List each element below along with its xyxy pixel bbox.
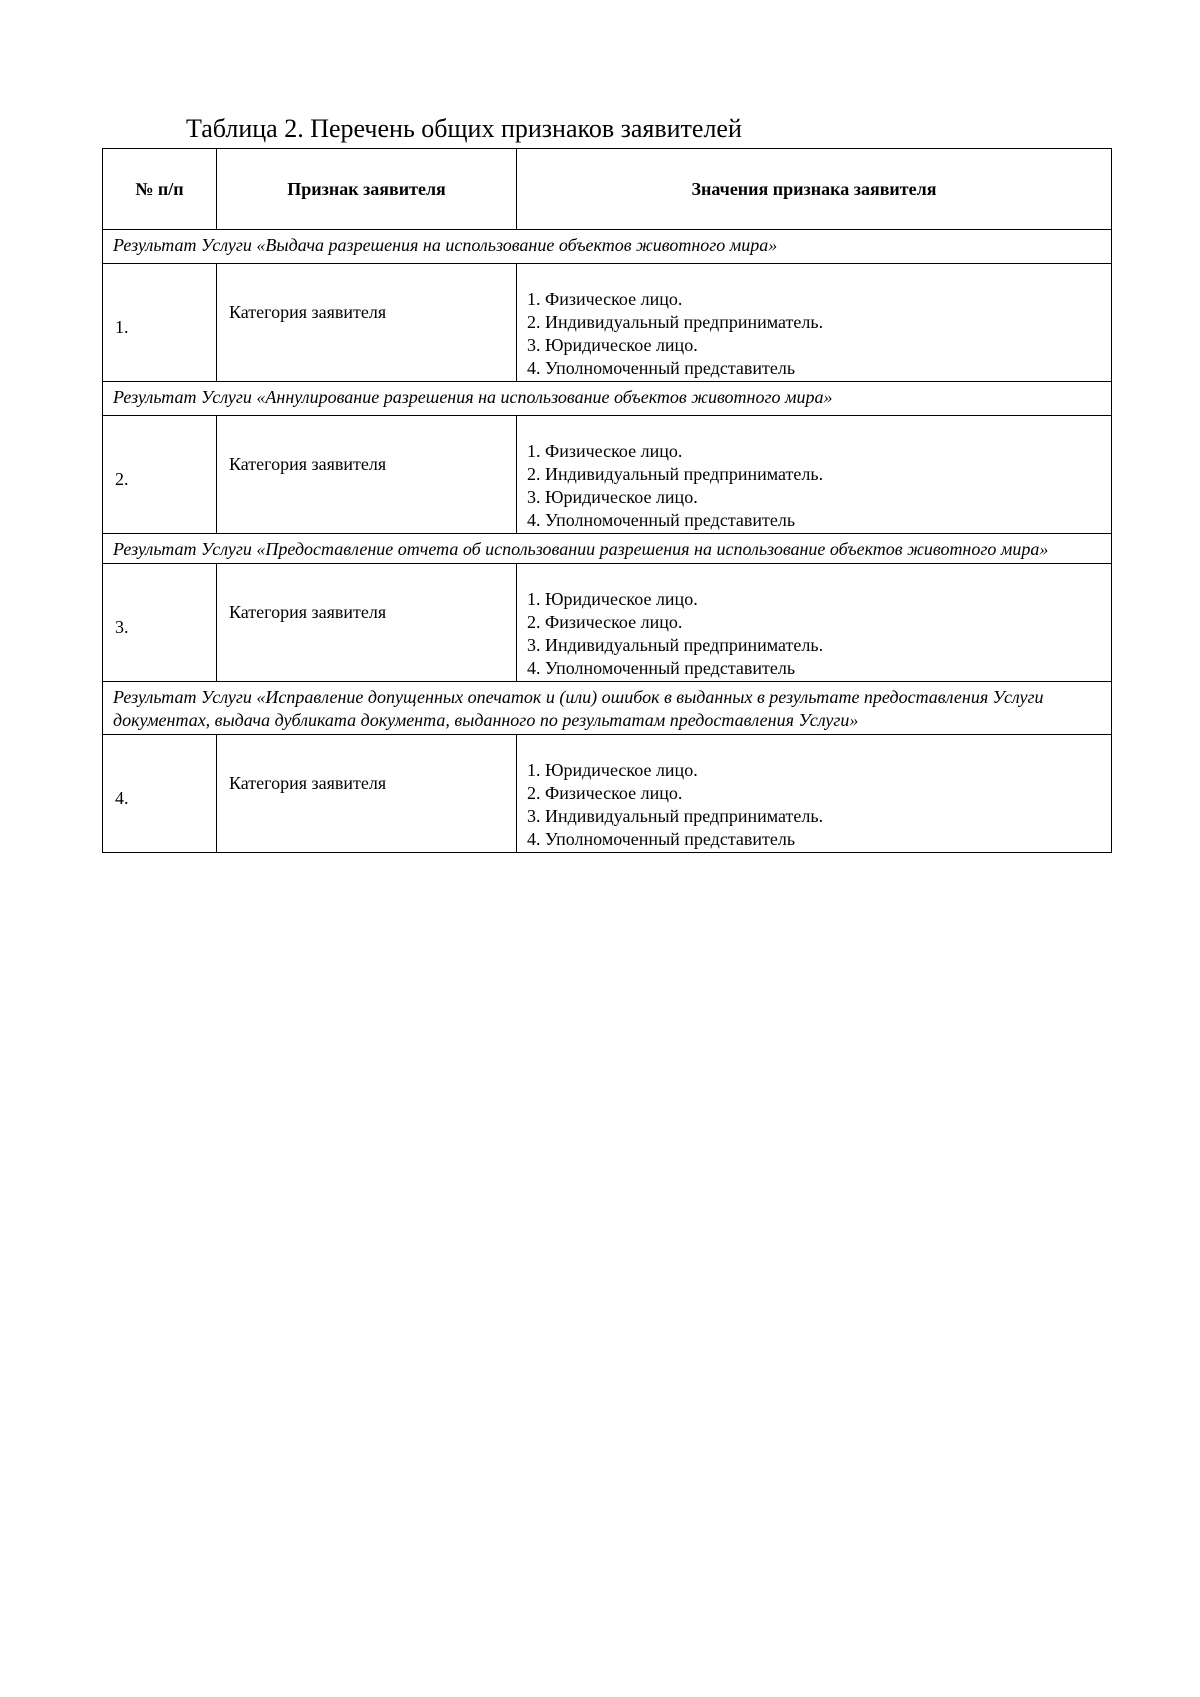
list-item: 2. Физическое лицо. — [527, 783, 683, 803]
list-item: 1. Юридическое лицо. — [527, 760, 698, 780]
result-title: Результат Услуги «Выдача разрешения на использование объектов животного мира» — [103, 230, 1112, 264]
attribute-cell — [217, 416, 517, 534]
table-row — [103, 564, 1112, 682]
list-item: 4. Уполномоченный представитель — [527, 829, 796, 849]
result-title: Результат Услуги «Аннулирование разрешения на использование объектов животного мира» — [103, 382, 1112, 416]
row-number: 4. — [115, 788, 129, 808]
list-item: 3. Индивидуальный предприниматель. — [527, 806, 824, 826]
values-list — [517, 564, 1111, 680]
attribute-cell — [217, 264, 517, 382]
list-item: 2. Индивидуальный предприниматель. — [527, 312, 824, 332]
row-number-cell — [103, 735, 217, 853]
attribute-cell — [217, 564, 517, 682]
row-number-cell — [103, 564, 217, 682]
values-list — [517, 264, 1111, 380]
list-item: 4. Уполномоченный представитель — [527, 510, 796, 530]
result-row — [103, 682, 1112, 735]
result-title: Результат Услуги «Предоставление отчета об использовании разрешения на использование объектов животного мира» — [103, 534, 1112, 564]
values-list — [517, 416, 1111, 532]
row-number: 2. — [115, 469, 129, 489]
attribute-label: Категория заявителя — [229, 773, 387, 793]
column-header-values: Значения признака заявителя — [517, 149, 1112, 230]
list-item: 1. Физическое лицо. — [527, 441, 683, 461]
list-item: 2. Индивидуальный предприниматель. — [527, 464, 824, 484]
attribute-label: Категория заявителя — [229, 602, 387, 622]
table-row — [103, 264, 1112, 382]
table-row — [103, 735, 1112, 853]
values-cell — [517, 564, 1112, 682]
result-row — [103, 534, 1112, 564]
row-number-cell — [103, 264, 217, 382]
values-cell — [517, 416, 1112, 534]
list-item: 3. Юридическое лицо. — [527, 487, 698, 507]
table-row — [103, 416, 1112, 534]
attribute-label: Категория заявителя — [229, 302, 387, 322]
result-row — [103, 230, 1112, 264]
list-item: 3. Индивидуальный предприниматель. — [527, 635, 824, 655]
row-number: 3. — [115, 617, 129, 637]
applicant-attributes-table — [102, 148, 1112, 853]
column-header-number: № п/п — [103, 149, 217, 230]
list-item: 1. Юридическое лицо. — [527, 589, 698, 609]
values-cell — [517, 735, 1112, 853]
attribute-cell — [217, 735, 517, 853]
values-list — [517, 735, 1111, 851]
row-number: 1. — [115, 317, 129, 337]
table-title: Таблица 2. Перечень общих признаков заявителей — [186, 114, 742, 143]
column-header-attribute: Признак заявителя — [217, 149, 517, 230]
attribute-label: Категория заявителя — [229, 454, 387, 474]
list-item: 2. Физическое лицо. — [527, 612, 683, 632]
list-item: 1. Физическое лицо. — [527, 289, 683, 309]
row-number-cell — [103, 416, 217, 534]
values-cell — [517, 264, 1112, 382]
table-header-row — [103, 149, 1112, 230]
list-item: 4. Уполномоченный представитель — [527, 358, 796, 378]
list-item: 4. Уполномоченный представитель — [527, 658, 796, 678]
result-title: Результат Услуги «Исправление допущенных опечаток и (или) ошибок в выданных в результате предоставления Услуги документах, выдача дубликата документа, выданного по результатам предоставления Услуги» — [103, 682, 1112, 735]
result-row — [103, 382, 1112, 416]
list-item: 3. Юридическое лицо. — [527, 335, 698, 355]
